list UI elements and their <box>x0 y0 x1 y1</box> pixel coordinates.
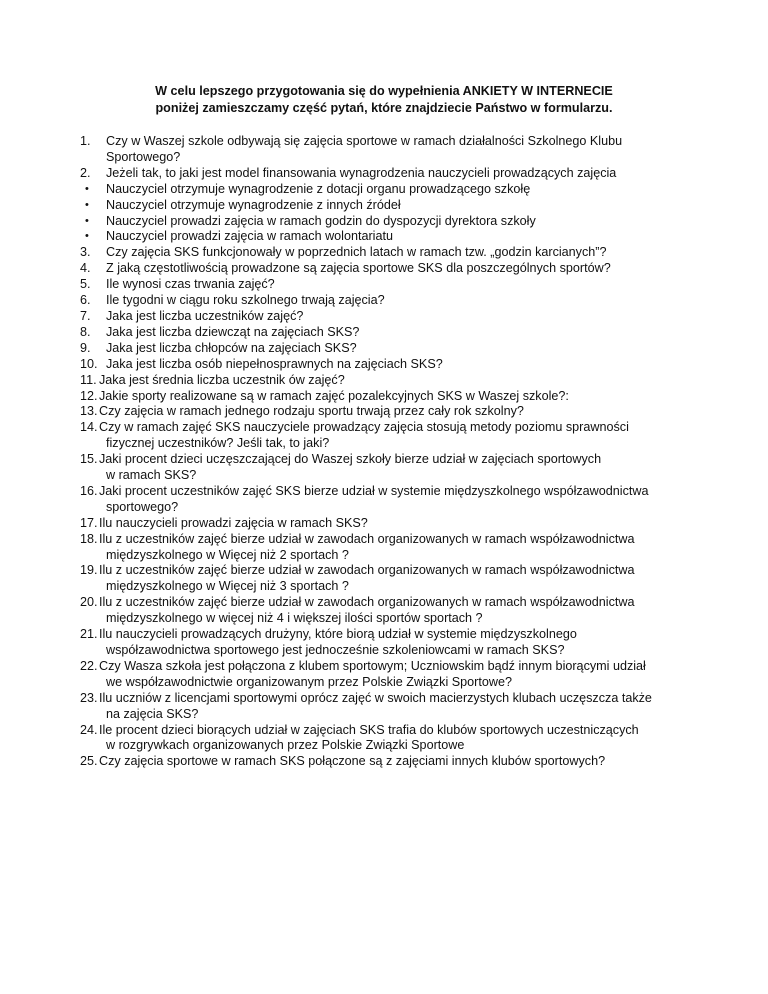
question-item <box>0 341 768 357</box>
question-text-line: Czy zajęcia w ramach jednego rodzaju sportu trwają przez cały rok szkolny? <box>99 404 524 419</box>
question-number: 21. <box>80 627 98 642</box>
question-item <box>0 373 768 389</box>
question-number: 4. <box>80 261 91 276</box>
question-text-line: Ilu z uczestników zajęć bierze udział w zawodach organizowanych w ramach współzawodnictwa <box>99 563 635 578</box>
question-number: 25. <box>80 754 98 769</box>
question-number: 10. <box>80 356 98 371</box>
question-text-line: Jeżeli tak, to jaki jest model finansowania wynagrodzenia nauczycieli prowadzących zajęcia <box>106 165 617 180</box>
question-item <box>0 277 768 293</box>
heading-line-1: W celu lepszego przygotowania się do wypełnienia ANKIETY W INTERNECIE <box>155 84 613 98</box>
question-number: 12. <box>80 388 98 403</box>
question-text-line: współzawodnictwa sportowego jest jednocześnie szkoleniowcami w ramach SKS? <box>106 643 565 657</box>
question-number: 20. <box>80 595 98 610</box>
bullet-marker: • <box>85 198 89 211</box>
question-text-line: Ile procent dzieci biorących udział w zajęciach SKS trafia do klubów sportowych uczestniczących <box>99 722 639 737</box>
question-item <box>0 245 768 261</box>
question-text-line: międzyszkolnego w więcej niż 4 i większej ilości sportów sportach ? <box>106 611 483 626</box>
question-item <box>0 293 768 309</box>
question-text-line: Czy zajęcia sportowe w ramach SKS połączone są z zajęciami innych klubów sportowych? <box>99 754 606 769</box>
question-text-line: Ilu nauczycieli prowadzących drużyny, które biorą udział w systemie międzyszkolnego <box>99 627 577 642</box>
question-text-line: Nauczyciel prowadzi zajęcia w ramach godzin do dyspozycji dyrektora szkoły <box>106 213 536 228</box>
question-item <box>0 595 768 627</box>
question-number: 11. <box>80 372 97 387</box>
question-text-line: w rozgrywkach organizowanych przez Polskie Związki Sportowe <box>106 738 465 753</box>
question-number: 1. <box>80 134 91 148</box>
bullet-item <box>0 229 768 245</box>
question-item <box>0 325 768 341</box>
question-number: 22. <box>80 658 98 673</box>
question-text-line: międzyszkolnego w Więcej niż 3 sportach ? <box>106 579 349 594</box>
question-item <box>0 309 768 325</box>
question-number: 9. <box>80 340 91 355</box>
question-text-line: międzyszkolnego w Więcej niż 2 sportach ? <box>106 547 349 562</box>
question-text-line: Jaka jest liczba dziewcząt na zajęciach SKS? <box>106 324 360 339</box>
question-item <box>0 484 768 516</box>
question-list <box>0 134 768 770</box>
question-item <box>0 404 768 420</box>
question-item <box>0 134 768 166</box>
bullet-item <box>0 214 768 230</box>
bullet-item <box>0 182 768 198</box>
question-item <box>0 166 768 182</box>
question-number: 2. <box>80 165 91 180</box>
question-text-line: Ile tygodni w ciągu roku szkolnego trwają zajęcia? <box>106 293 385 308</box>
bullet-item <box>0 198 768 214</box>
question-number: 17. <box>80 515 98 530</box>
question-number: 3. <box>80 245 91 260</box>
question-item <box>0 389 768 405</box>
bullet-marker: • <box>85 182 89 195</box>
question-item <box>0 659 768 691</box>
question-text-line: na zajęcia SKS? <box>106 706 199 721</box>
question-number: 13. <box>80 404 98 419</box>
question-text-line: Jakie sporty realizowane są w ramach zajęć pozalekcyjnych SKS w Waszej szkole?: <box>99 388 569 403</box>
question-item <box>0 691 768 723</box>
question-text-line: Ilu uczniów z licencjami sportowymi oprócz zajęć w swoich macierzystych klubach uczęszcza także <box>99 690 652 705</box>
question-number: 23. <box>80 690 98 705</box>
question-number: 8. <box>80 324 91 339</box>
question-number: 18. <box>80 531 98 546</box>
question-item <box>0 627 768 659</box>
question-text-line: Ile wynosi czas trwania zajęć? <box>106 277 275 292</box>
question-text-line: Sportowego? <box>106 149 181 164</box>
question-text-line: Ilu z uczestników zajęć bierze udział w zawodach organizowanych w ramach współzawodnictwa <box>99 531 635 546</box>
heading-line-2: poniżej zamieszczamy część pytań, które znajdziecie Państwo w formularzu. <box>155 101 613 115</box>
question-number: 14. <box>80 420 98 435</box>
question-text-line: Ilu nauczycieli prowadzi zajęcia w ramach SKS? <box>99 515 368 530</box>
bullet-marker: • <box>85 230 89 243</box>
question-number: 16. <box>80 483 98 498</box>
question-item <box>0 452 768 484</box>
question-text-line: Jaki procent uczestników zajęć SKS bierze udział w systemie międzyszkolnego współzawodnictwa <box>99 483 649 498</box>
question-item <box>0 420 768 452</box>
bullet-marker: • <box>85 214 89 227</box>
question-text-line: Czy Wasza szkoła jest połączona z klubem sportowym; Uczniowskim bądź innym biorącymi udział <box>99 658 646 673</box>
document-heading <box>0 83 768 117</box>
question-text-line: Jaka jest średnia liczba uczestnik ów zajęć? <box>99 372 345 387</box>
question-text-line: Jaka jest liczba osób niepełnosprawnych na zajęciach SKS? <box>106 356 443 371</box>
question-text-line: Jaka jest liczba chłopców na zajęciach SKS? <box>106 340 357 355</box>
question-number: 5. <box>80 277 91 292</box>
question-text-line: w ramach SKS? <box>106 468 197 483</box>
question-number: 7. <box>80 308 91 323</box>
question-number: 24. <box>80 722 98 737</box>
question-text-line: Nauczyciel prowadzi zajęcia w ramach wolontariatu <box>106 229 393 244</box>
question-text-line: Ilu z uczestników zajęć bierze udział w zawodach organizowanych w ramach współzawodnictwa <box>99 595 635 610</box>
question-text-line: Z jaką częstotliwością prowadzone są zajęcia sportowe SKS dla poszczególnych sportów? <box>106 261 611 276</box>
question-text-line: Jaki procent dzieci uczęszczającej do Waszej szkoły bierze udział w zajęciach sportowych <box>99 452 602 467</box>
question-item <box>0 754 768 770</box>
question-text-line: Jaka jest liczba uczestników zajęć? <box>106 308 304 323</box>
question-item <box>0 532 768 564</box>
question-number: 15. <box>80 452 98 467</box>
question-number: 19. <box>80 563 98 578</box>
question-item <box>0 723 768 755</box>
question-text-line: fizycznej uczestników? Jeśli tak, to jaki? <box>106 436 330 451</box>
question-text-line: sportowego? <box>106 499 179 514</box>
question-text-line: Nauczyciel otrzymuje wynagrodzenie z dotacji organu prowadzącego szkołę <box>106 181 531 196</box>
question-text-line: we współzawodnictwie organizowanym przez Polskie Związki Sportowe? <box>106 674 512 689</box>
question-text-line: Nauczyciel otrzymuje wynagrodzenie z innych źródeł <box>106 197 401 212</box>
question-item <box>0 516 768 532</box>
question-item <box>0 563 768 595</box>
question-item <box>0 357 768 373</box>
question-item <box>0 261 768 277</box>
question-number: 6. <box>80 293 91 308</box>
question-text-line: Czy w Waszej szkole odbywają się zajęcia sportowe w ramach działalności Szkolnego Klubu <box>106 134 623 148</box>
question-text-line: Czy zajęcia SKS funkcjonowały w poprzednich latach w ramach tzw. „godzin karcianych”? <box>106 245 607 260</box>
question-text-line: Czy w ramach zajęć SKS nauczyciele prowadzący zajęcia stosują metody poziomu sprawności <box>99 420 629 435</box>
